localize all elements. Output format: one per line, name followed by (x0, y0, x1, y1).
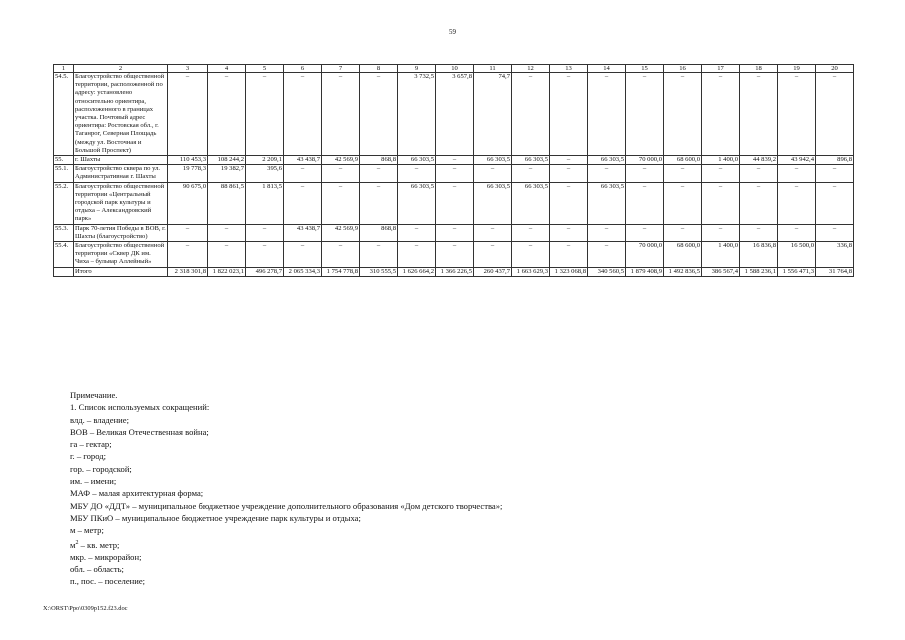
row-name: г. Шахты (74, 156, 168, 165)
column-header: 1 (54, 65, 74, 73)
value-cell: 44 839,2 (740, 156, 778, 165)
value-cell: 1 323 068,8 (550, 267, 588, 276)
value-cell: – (778, 182, 816, 224)
value-cell: 19 778,3 (168, 165, 208, 182)
value-cell: 68 600,0 (664, 156, 702, 165)
value-cell: 70 000,0 (626, 156, 664, 165)
value-cell: – (588, 73, 626, 156)
value-cell: – (778, 224, 816, 241)
value-cell: – (740, 224, 778, 241)
value-cell: – (550, 165, 588, 182)
column-header: 11 (474, 65, 512, 73)
table-row (54, 73, 854, 156)
value-cell: 1 822 023,1 (208, 267, 246, 276)
column-header: 19 (778, 65, 816, 73)
value-cell: 395,6 (246, 165, 284, 182)
table-row (54, 267, 854, 276)
row-number (54, 267, 74, 276)
value-cell: 896,8 (816, 156, 854, 165)
value-cell: – (702, 182, 740, 224)
value-cell: 90 675,0 (168, 182, 208, 224)
table-row (54, 165, 854, 182)
value-cell: – (436, 224, 474, 241)
value-cell: 2 065 334,3 (284, 267, 322, 276)
value-cell: – (740, 73, 778, 156)
value-cell: – (626, 73, 664, 156)
value-cell: – (474, 165, 512, 182)
row-name: Парк 70-летия Победы в ВОВ, г. Шахты (благоустройство) (75, 224, 166, 240)
value-cell: 66 303,5 (398, 156, 436, 165)
column-header: 3 (168, 65, 208, 73)
value-cell: – (512, 165, 550, 182)
value-cell: – (550, 224, 588, 241)
notes-line: г. – город; (70, 451, 107, 462)
notes-line: м – метр; (70, 525, 104, 536)
value-cell: – (168, 224, 208, 241)
value-cell: 868,8 (360, 156, 398, 165)
value-cell: 1 626 664,2 (398, 267, 436, 276)
value-cell: – (740, 182, 778, 224)
sqm-superscript: 2 (75, 539, 79, 546)
page-number: 59 (449, 28, 456, 36)
value-cell: – (360, 165, 398, 182)
sqm-prefix: м (70, 539, 76, 550)
column-header: 9 (398, 65, 436, 73)
table-header-row (54, 65, 854, 73)
column-header: 17 (702, 65, 740, 73)
value-cell: 43 438,7 (284, 156, 322, 165)
value-cell: – (474, 242, 512, 268)
column-header: 15 (626, 65, 664, 73)
value-cell: 1 754 778,8 (322, 267, 360, 276)
value-cell: – (816, 182, 854, 224)
value-cell: 43 438,7 (284, 224, 322, 241)
value-cell: 43 942,4 (778, 156, 816, 165)
value-cell: – (246, 242, 284, 268)
value-cell: 310 555,5 (360, 267, 398, 276)
value-cell: – (550, 73, 588, 156)
value-cell: 19 382,7 (208, 165, 246, 182)
value-cell: – (664, 224, 702, 241)
row-name: Благоустройство общественной территории «Центральный городской парк культуры и отдыха – Александровский парк» (74, 182, 168, 224)
column-header: 4 (208, 65, 246, 73)
notes-line: ВОВ – Великая Отечественная война; (70, 426, 209, 437)
notes-line: п., пос. – поселение; (70, 576, 146, 587)
notes-line: обл. – область; (70, 564, 124, 575)
value-cell: 340 560,5 (588, 267, 626, 276)
value-cell: – (398, 165, 436, 182)
value-cell: 74,7 (474, 73, 512, 156)
value-cell: – (816, 73, 854, 156)
value-cell: 1 556 471,3 (778, 267, 816, 276)
value-cell: – (550, 182, 588, 224)
value-cell: – (664, 73, 702, 156)
value-cell: – (436, 165, 474, 182)
value-cell: – (322, 165, 360, 182)
row-number: 55.1. (54, 165, 74, 182)
value-cell: 1 813,5 (246, 182, 284, 224)
value-cell: – (588, 224, 626, 241)
table-row (54, 242, 854, 268)
value-cell: – (284, 73, 322, 156)
table-row (54, 156, 854, 165)
value-cell: – (360, 242, 398, 268)
value-cell: – (588, 242, 626, 268)
value-cell: 68 600,0 (664, 242, 702, 268)
notes-line: МБУ ДО «ДДТ» – муниципальное бюджетное учреждение дополнительного образования «Дом детского творчества»; (70, 500, 503, 511)
value-cell: – (588, 165, 626, 182)
value-cell: – (664, 182, 702, 224)
value-cell: – (664, 165, 702, 182)
value-cell: 110 453,3 (168, 156, 208, 165)
column-header: 12 (512, 65, 550, 73)
notes-line: мкр. – микрорайон; (70, 551, 142, 562)
value-cell: 1 492 836,5 (664, 267, 702, 276)
row-name: Благоустройство общественной территории «Сквер ДК им. Чиха – бульвар Аллейный» (74, 242, 168, 268)
row-name: Итого (74, 267, 168, 276)
row-name: Благоустройство общественной территории, расположенной по адресу: установлено относительно ориентира, расположенного в границах участка. Почтовый адрес ориентира: Ростовская обл., г. Таганрог, Северная Площадь (между ул. Восточная и Большой Проспект) (74, 73, 168, 156)
column-header: 16 (664, 65, 702, 73)
value-cell: 260 437,7 (474, 267, 512, 276)
value-cell: 3 657,8 (436, 73, 474, 156)
value-cell: – (512, 73, 550, 156)
value-cell: – (246, 224, 284, 241)
value-cell: – (816, 224, 854, 241)
value-cell: – (550, 156, 588, 165)
value-cell: – (284, 182, 322, 224)
footer-file-path: X:\ORST\Ppo\0309p152.f23.doc (43, 605, 128, 612)
value-cell: 1 366 226,5 (436, 267, 474, 276)
value-cell: 2 318 301,8 (168, 267, 208, 276)
row-number: 55.3. (54, 224, 74, 241)
notes-line: МАФ – малая архитектурная форма; (70, 488, 204, 499)
value-cell: 1 879 408,9 (626, 267, 664, 276)
value-cell: – (816, 165, 854, 182)
value-cell: 42 569,9 (322, 224, 360, 241)
value-cell: 336,8 (816, 242, 854, 268)
value-cell: – (702, 73, 740, 156)
notes-line: им. – имени; (70, 476, 117, 487)
value-cell: – (398, 242, 436, 268)
notes-line: га – гектар; (70, 439, 112, 450)
column-header: 10 (436, 65, 474, 73)
column-header: 18 (740, 65, 778, 73)
value-cell: 42 569,9 (322, 156, 360, 165)
value-cell: – (702, 165, 740, 182)
row-number: 55.2. (54, 182, 74, 224)
value-cell: – (436, 156, 474, 165)
value-cell: 66 303,5 (512, 156, 550, 165)
value-cell: – (626, 182, 664, 224)
value-cell: – (322, 242, 360, 268)
notes-line: Примечание. (70, 390, 118, 400)
notes-line-sqm (70, 537, 850, 551)
column-header: 8 (360, 65, 398, 73)
value-cell: 1 588 236,1 (740, 267, 778, 276)
value-cell: – (322, 182, 360, 224)
table-row (54, 224, 854, 241)
row-number: 54.5. (54, 73, 74, 156)
budget-table (53, 64, 854, 277)
value-cell: – (168, 73, 208, 156)
row-number: 55.4. (54, 242, 74, 268)
column-header: 7 (322, 65, 360, 73)
value-cell: 108 244,2 (208, 156, 246, 165)
value-cell: – (626, 224, 664, 241)
value-cell: – (702, 224, 740, 241)
notes-section (70, 389, 850, 588)
value-cell: – (474, 224, 512, 241)
column-header: 20 (816, 65, 854, 73)
value-cell: 386 567,4 (702, 267, 740, 276)
value-cell: – (284, 242, 322, 268)
value-cell: – (208, 73, 246, 156)
notes-line: влд. – владение; (70, 414, 129, 425)
row-number: 55. (54, 156, 74, 165)
value-cell: 3 732,5 (398, 73, 436, 156)
column-header: 5 (246, 65, 284, 73)
value-cell: 31 764,8 (816, 267, 854, 276)
value-cell: – (284, 165, 322, 182)
column-header: 6 (284, 65, 322, 73)
value-cell: 1 400,0 (702, 156, 740, 165)
column-header: 13 (550, 65, 588, 73)
value-cell: – (626, 165, 664, 182)
value-cell: – (246, 73, 284, 156)
value-cell: – (778, 165, 816, 182)
notes-line: гор. – городской; (70, 463, 132, 474)
value-cell: – (512, 242, 550, 268)
value-cell: – (436, 242, 474, 268)
value-cell: 66 303,5 (474, 156, 512, 165)
column-header: 14 (588, 65, 626, 73)
value-cell: – (168, 242, 208, 268)
notes-line: МБУ ПКиО – муниципальное бюджетное учреждение парк культуры и отдыха; (70, 512, 361, 523)
column-header: 2 (74, 65, 168, 73)
value-cell: 16 500,0 (778, 242, 816, 268)
value-cell: 1 663 629,3 (512, 267, 550, 276)
value-cell: – (322, 73, 360, 156)
value-cell: 66 303,5 (512, 182, 550, 224)
value-cell: – (360, 182, 398, 224)
value-cell: – (398, 224, 436, 241)
value-cell: – (512, 224, 550, 241)
value-cell: 868,8 (360, 224, 398, 241)
table-row (54, 182, 854, 224)
value-cell: 2 209,1 (246, 156, 284, 165)
value-cell: 1 400,0 (702, 242, 740, 268)
value-cell: – (740, 165, 778, 182)
value-cell: 16 836,8 (740, 242, 778, 268)
value-cell: – (550, 242, 588, 268)
value-cell: – (208, 242, 246, 268)
value-cell: 66 303,5 (398, 182, 436, 224)
value-cell: – (208, 224, 246, 241)
value-cell: 70 000,0 (626, 242, 664, 268)
value-cell: – (778, 73, 816, 156)
value-cell: – (436, 182, 474, 224)
value-cell: 66 303,5 (474, 182, 512, 224)
value-cell: 496 278,7 (246, 267, 284, 276)
notes-line: 1. Список используемых сокращений: (70, 402, 210, 413)
value-cell: 88 861,5 (208, 182, 246, 224)
value-cell: 66 303,5 (588, 156, 626, 165)
value-cell: – (360, 73, 398, 156)
sqm-rest: – кв. метр; (78, 539, 120, 550)
row-name: Благоустройство сквера по ул. Административная г. Шахты (74, 165, 168, 182)
value-cell: 66 303,5 (588, 182, 626, 224)
